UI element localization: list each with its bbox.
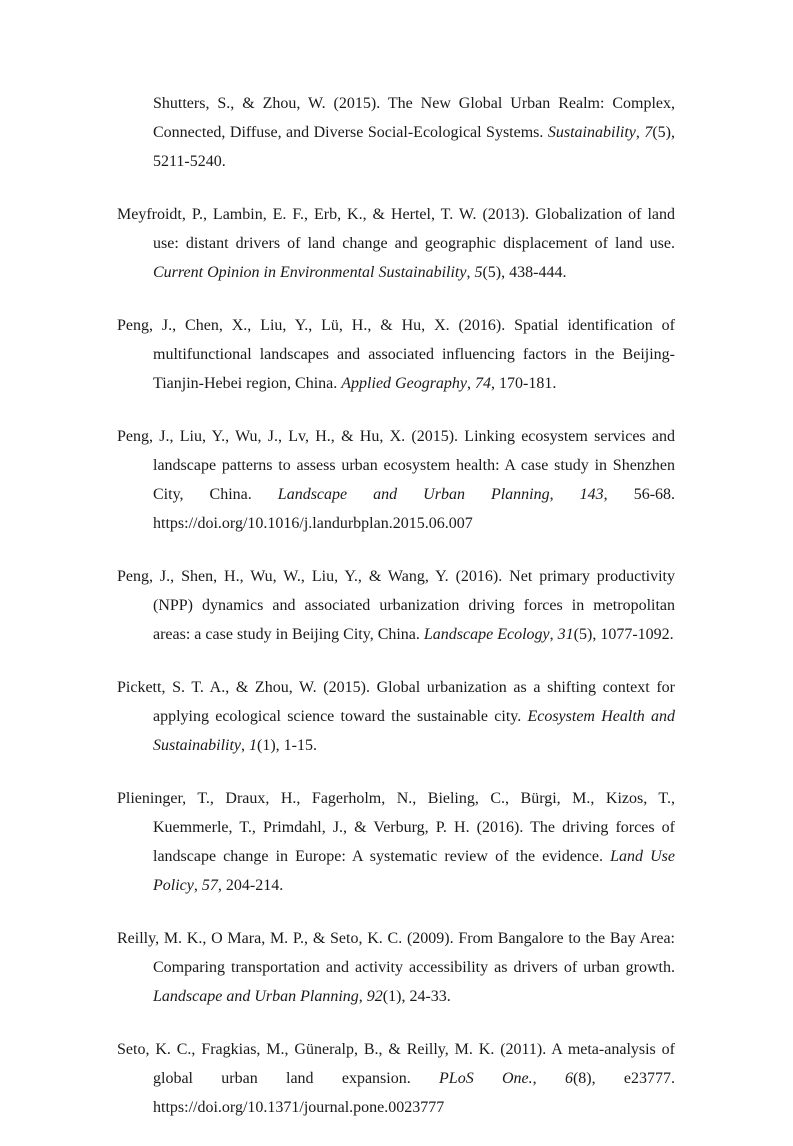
- reference-pages: (5), 1077-1092.: [573, 626, 674, 643]
- reference-separator: ,: [549, 626, 558, 643]
- reference-separator: ,: [241, 737, 249, 754]
- reference-separator: ,: [532, 1070, 565, 1087]
- reference-text: Plieninger, T., Draux, H., Fagerholm, N., Bieling, C., Bürgi, M., Kizos, T., Kuemmerle, T., Primdahl, J., & Verburg, P. H. (2016). The driving forces of landscape change in Europe: A systematic review of the evidence.: [117, 790, 675, 865]
- reference-text: Pickett, S. T. A., & Zhou, W. (2015). Global urbanization as a shifting context for applying ecological science toward the sustainable city.: [117, 679, 675, 725]
- journal-title: Landscape and Urban Planning: [277, 486, 550, 503]
- reference-text: Reilly, M. K., O Mara, M. P., & Seto, K. C. (2009). From Bangalore to the Bay Area: Comparing transportation and activity accessibility as drivers of urban growth.: [117, 930, 675, 976]
- reference-entry: [117, 784, 675, 900]
- reference-text: Meyfroidt, P., Lambin, E. F., Erb, K., & Hertel, T. W. (2013). Globalization of land use: distant drivers of land change and geographic displacement of land use.: [117, 206, 675, 252]
- journal-title: Applied Geography: [341, 375, 468, 392]
- reference-separator: ,: [358, 988, 367, 1005]
- reference-separator: ,: [193, 877, 202, 894]
- reference-pages: , 56-68. https://doi.org/10.1016/j.landurbplan.2015.06.007: [153, 486, 676, 532]
- journal-volume: 31: [557, 626, 574, 643]
- journal-title: Landscape and Urban Planning: [153, 988, 359, 1005]
- journal-volume: 1: [249, 737, 257, 754]
- reference-entry: [117, 422, 675, 538]
- journal-volume: 5: [474, 264, 483, 281]
- reference-entry: [117, 673, 675, 760]
- reference-entry: [117, 1035, 675, 1122]
- journal-title: Sustainability: [547, 124, 636, 141]
- journal-volume: 92: [366, 988, 383, 1005]
- reference-separator: ,: [466, 264, 475, 281]
- reference-entry: [117, 311, 675, 398]
- reference-text: Seto, K. C., Fragkias, M., Güneralp, B., & Reilly, M. K. (2011). A meta-analysis of global urban land expansion.: [117, 1041, 675, 1087]
- journal-title: Current Opinion in Environmental Sustainability: [153, 264, 467, 281]
- reference-pages: (1), 1-15.: [257, 737, 317, 754]
- reference-entry: [117, 89, 675, 176]
- reference-pages: , 204-214.: [217, 877, 284, 894]
- journal-title: Ecosystem Health and Sustainability: [153, 708, 675, 754]
- reference-text: Shutters, S., & Zhou, W. (2015). The New Global Urban Realm: Complex, Connected, Diffuse, and Diverse Social-Ecological Systems.: [153, 95, 675, 141]
- reference-entry: [117, 924, 675, 1011]
- reference-entry: [117, 200, 675, 287]
- journal-title: Land Use Policy: [153, 848, 676, 894]
- journal-title: Landscape Ecology: [423, 626, 550, 643]
- reference-text: Peng, J., Shen, H., Wu, W., Liu, Y., & Wang, Y. (2016). Net primary productivity (NPP) dynamics and associated urbanization driving forces in metropolitan areas: a case study in Beijing City, China.: [117, 568, 675, 643]
- journal-volume: 6: [564, 1070, 573, 1087]
- reference-separator: ,: [635, 124, 645, 141]
- journal-volume: 143: [579, 486, 604, 503]
- reference-list: [117, 89, 675, 1146]
- reference-pages: (5), 5211-5240.: [153, 124, 675, 170]
- reference-text: Peng, J., Liu, Y., Wu, J., Lv, H., & Hu, X. (2015). Linking ecosystem services and landscape patterns to assess urban ecosystem health: A case study in Shenzhen City, China.: [117, 428, 675, 503]
- journal-volume: 7: [644, 124, 653, 141]
- reference-separator: ,: [467, 375, 476, 392]
- reference-pages: , 170-181.: [491, 375, 557, 392]
- journal-volume: 57: [201, 877, 218, 894]
- reference-pages: (5), 438-444.: [482, 264, 567, 281]
- reference-separator: ,: [549, 486, 580, 503]
- journal-title: PLoS One.: [439, 1070, 533, 1087]
- reference-entry: [117, 562, 675, 649]
- reference-pages: (1), 24-33.: [382, 988, 451, 1005]
- reference-text: Peng, J., Chen, X., Liu, Y., Lü, H., & Hu, X. (2016). Spatial identification of multifunctional landscapes and associated influencing factors in the Beijing-Tianjin-Hebei region, China.: [117, 317, 675, 392]
- reference-pages: (8), e23777. https://doi.org/10.1371/journal.pone.0023777: [153, 1070, 676, 1116]
- journal-volume: 74: [475, 375, 492, 392]
